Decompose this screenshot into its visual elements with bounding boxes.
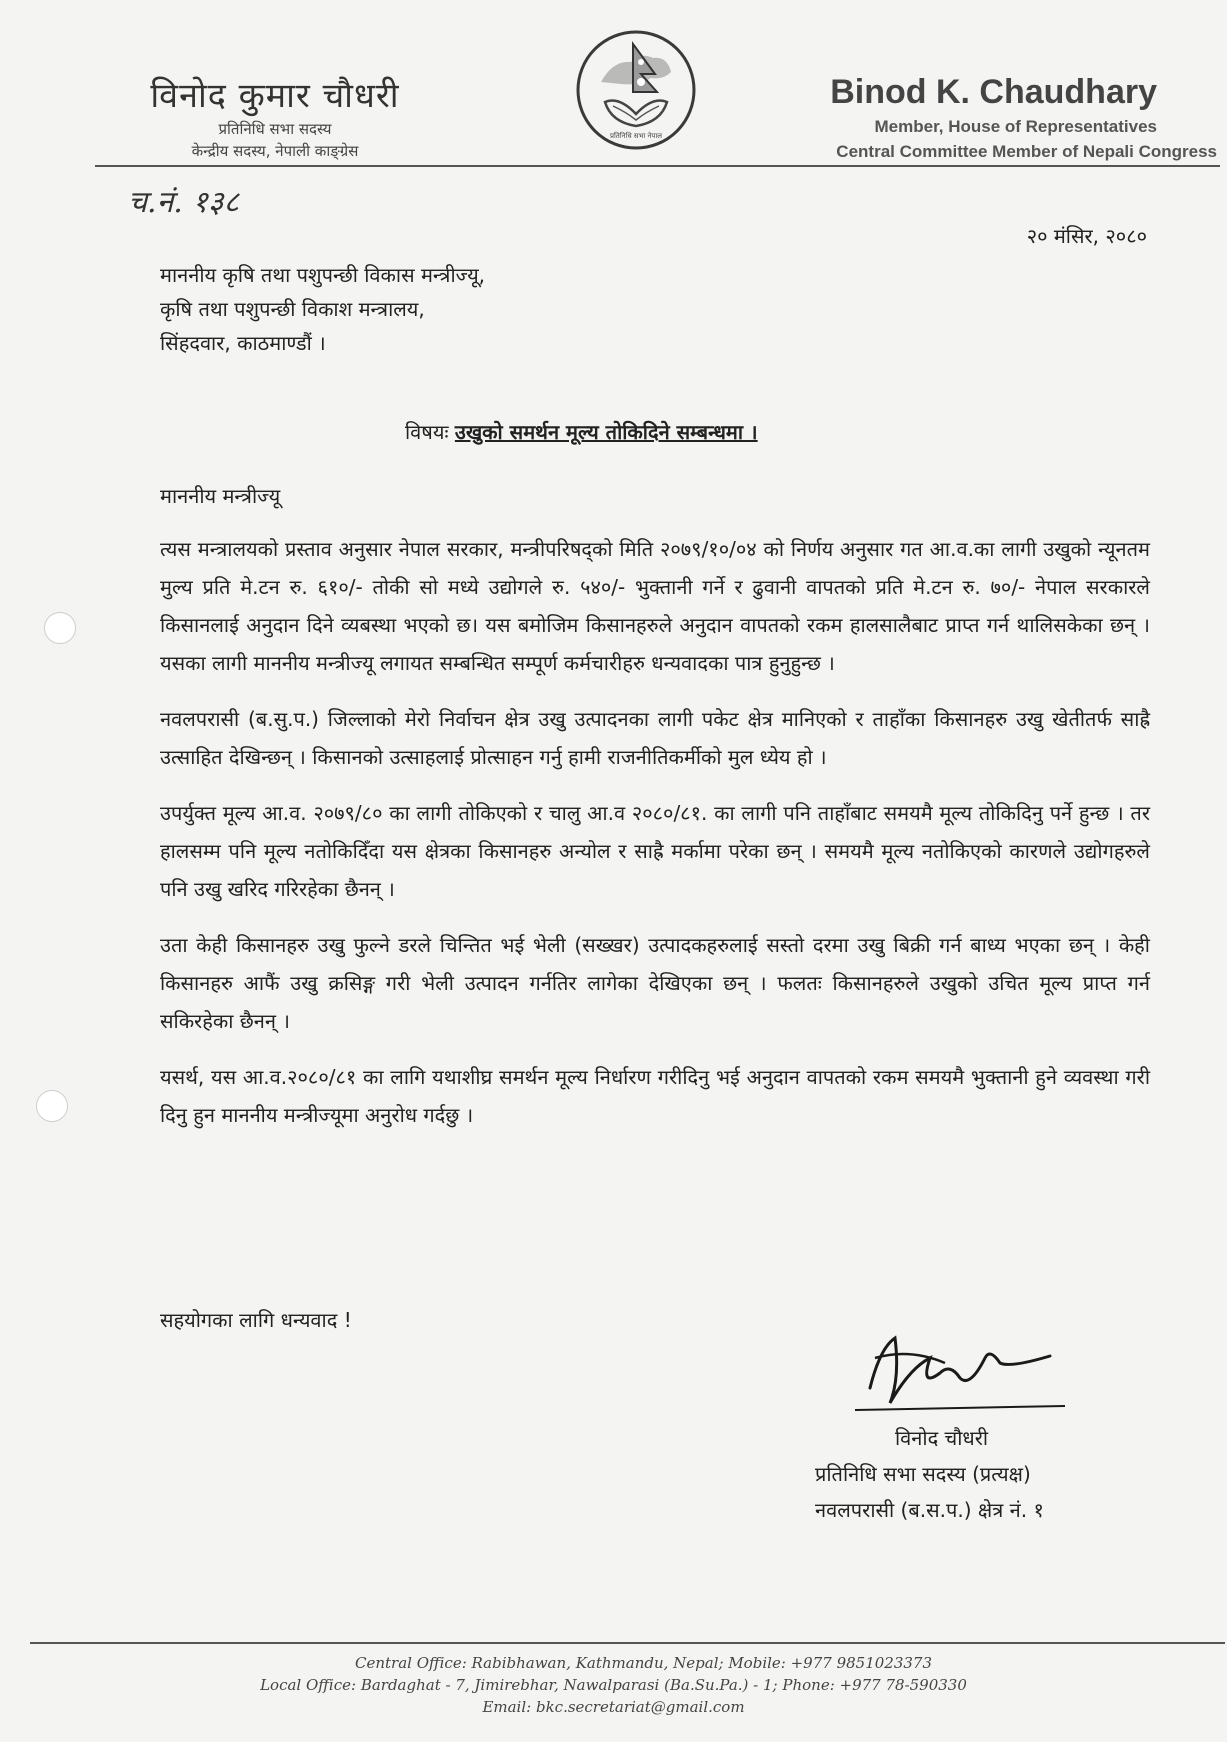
signer-title: प्रतिनिधि सभा सदस्य (प्रत्यक्ष): [815, 1462, 1031, 1486]
footer-email: Email: bkc.secretariat@gmail.com: [482, 1698, 745, 1716]
letterhead-title-np: प्रतिनिधि सभा सदस्य: [218, 120, 332, 138]
parliament-emblem-icon: [571, 22, 701, 162]
letterhead-english: [797, 70, 1217, 164]
body-paragraph: उपर्युक्त मूल्य आ.व. २०७९/८० का लागी तोकिएको र चालु आ.व २०८०/८१. का लागी पनि ताहाँबाट समयमै मूल्य तोकिदिनु पर्ने हुन्छ । तर हालसम्म पनि मूल्य नतोकिदिँदा यस क्षेत्रका किसानहरु अन्योल र साह्रै मर्कामा परेका छन् । समयमै मूल्य नतोकिएको कारणले उद्योगहरुले पनि उखु खरिद गरिरहेका छैनन् ।: [160, 801, 1150, 901]
emblem-caption: प्रतिनिधि सभा नेपाल: [610, 132, 662, 140]
letterhead-party-en: Central Committee Member of Nepali Congress: [836, 142, 1217, 161]
signer-constituency: नवलपरासी (ब.स.प.) क्षेत्र नं. १: [815, 1498, 1044, 1522]
reference-number: च.नं. १३८: [128, 185, 240, 220]
salutation: माननीय मन्त्रीज्यू: [160, 484, 281, 508]
address-line: माननीय कृषि तथा पशुपन्छी विकास मन्त्रीज्यू,: [160, 263, 486, 287]
punch-hole: [44, 612, 76, 644]
body-paragraph: यसर्थ, यस आ.व.२०८०/८१ का लागि यथाशीघ्र समर्थन मूल्य निर्धारण गरीदिनु भई अनुदान वापतको रकम समयमै भुक्तानी हुने व्यवस्था गरी दिनु हुन माननीय मन्त्रीज्यूमा अनुरोध गर्दछु ।: [160, 1065, 1150, 1127]
recipient-address: [160, 258, 485, 360]
body-paragraph: उता केही किसानहरु उखु फुल्ने डरले चिन्तित भई भेली (सख्खर) उत्पादकहरुलाई सस्तो दरमा उखु बिक्री गर्न बाध्य भएका छन् । केही किसानहरु आफैं उखु क्रसिङ्ग गरी भेली उत्पादन गर्नतिर लागेका देखिएका छन् । फलतः किसानहरुले उखुको उचित मूल्य प्राप्त गर्न सकिरहेका छैनन् ।: [160, 933, 1150, 1033]
letter-footer: [0, 1652, 1227, 1718]
address-line: कृषि तथा पशुपन्छी विकाश मन्त्रालय,: [160, 297, 425, 321]
address-line: सिंहदवार, काठमाण्डौं ।: [160, 331, 326, 355]
signer-block: [815, 1420, 1135, 1528]
subject-line: [405, 418, 758, 445]
body-paragraph: त्यस मन्त्रालयको प्रस्ताव अनुसार नेपाल सरकार, मन्त्रीपरिषद्को मिति २०७९/१०/०४ को निर्णय अनुसार गत आ.व.का लागी उखुको न्यूनतम मुल्य प्रति मे.टन रु. ६१०/- तोकी सो मध्ये उद्योगले रु. ५४०/- भुक्तानी गर्ने र ढुवानी वापतको प्रति मे.टन रु. ७०/- नेपाल सरकारले किसानलाई अनुदान दिने व्यबस्था भएको छ। यस बमोजिम किसानहरुले अनुदान वापतको रकम हालसालैबाट प्राप्त गर्न थालिसकेका छन् । यसका लागी माननीय मन्त्रीज्यू लगायत सम्बन्धित सम्पूर्ण कर्मचारीहरु धन्यवादका पात्र हुनुहुन्छ ।: [160, 537, 1150, 675]
letterhead-name-np: विनोद कुमार चौधरी: [150, 76, 400, 116]
handwritten-signature: [850, 1318, 1070, 1418]
letterhead-title-en: Member, House of Representatives: [874, 117, 1157, 136]
letterhead-name-en: Binod K. Chaudhary: [830, 73, 1157, 111]
closing-thanks: सहयोगका लागि धन्यवाद !: [160, 1308, 352, 1332]
footer-local-office: Local Office: Bardaghat - 7, Jimirebhar, Nawalparasi (Ba.Su.Pa.) - 1; Phone: +977 78-590330: [260, 1676, 967, 1694]
footer-central-office: Central Office: Rabibhawan, Kathmandu, Nepal; Mobile: +977 9851023373: [354, 1654, 933, 1672]
letterhead-party-np: केन्द्रीय सदस्य, नेपाली काङ्ग्रेस: [191, 142, 359, 160]
signer-name: विनोद चौधरी: [895, 1426, 989, 1450]
subject-text: उखुको समर्थन मूल्य तोकिदिने सम्बन्धमा ।: [454, 420, 758, 444]
letterhead-nepali: [110, 74, 440, 162]
footer-divider: [30, 1642, 1225, 1644]
letter-body: [160, 530, 1150, 1152]
header-divider: [95, 165, 1220, 167]
body-paragraph: नवलपरासी (ब.सु.प.) जिल्लाको मेरो निर्वाचन क्षेत्र उखु उत्पादनका लागी पकेट क्षेत्र मानिएको र ताहाँका किसानहरु उखु खेतीतर्फ साह्रै उत्साहित देखिन्छन् । किसानको उत्साहलाई प्रोत्साहन गर्नु हामी राजनीतिकर्मीको मुल ध्येय हो ।: [160, 707, 1150, 769]
letter-date: २० मंसिर, २०८०: [1026, 224, 1147, 248]
punch-hole: [36, 1090, 68, 1122]
subject-label: विषयः: [405, 420, 449, 444]
